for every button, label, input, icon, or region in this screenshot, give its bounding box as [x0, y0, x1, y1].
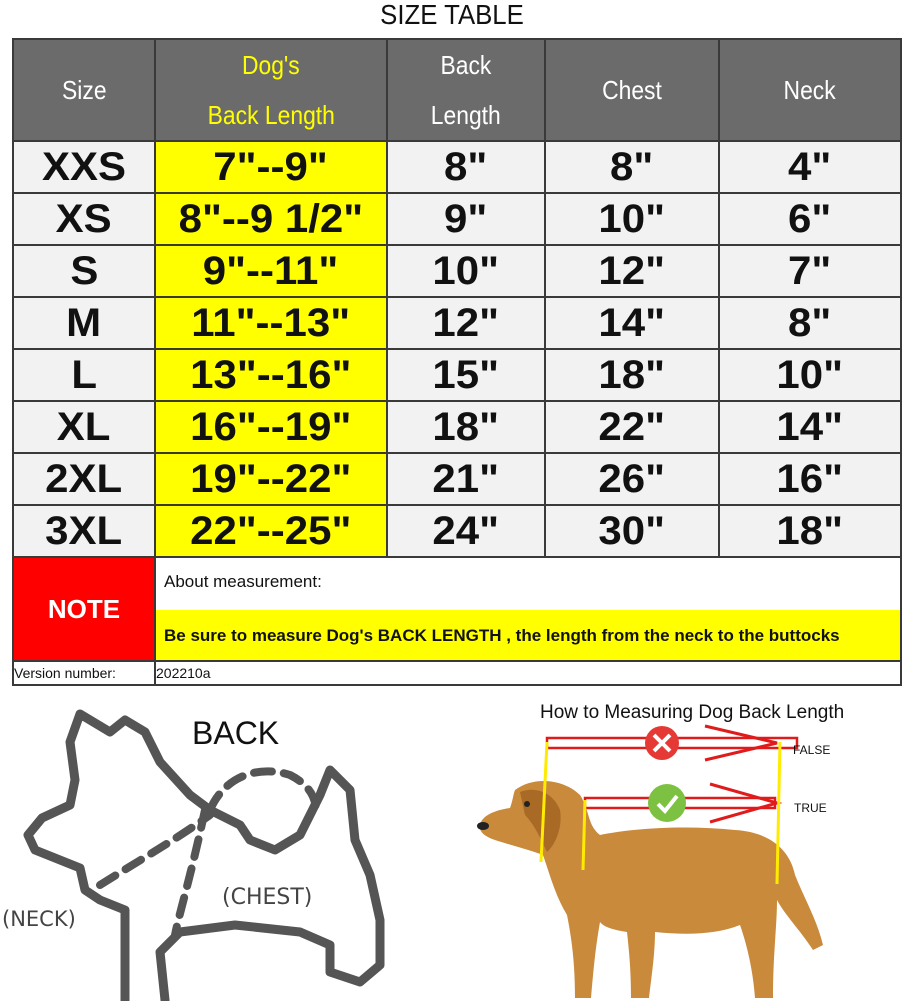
dog-back-cell: 7"--9": [155, 141, 387, 193]
table-row: [13, 193, 901, 245]
table-header-row: [13, 39, 901, 141]
dog-back-cell: 8"--9 1/2": [155, 193, 387, 245]
size-cell: XL: [13, 401, 155, 453]
chest-cell: 12": [545, 245, 719, 297]
false-arrow: [547, 726, 797, 760]
chest-cell: 8": [545, 141, 719, 193]
dog-back-cell: 13"--16": [155, 349, 387, 401]
header-back-length: Back Length: [387, 39, 545, 141]
table-row: [13, 297, 901, 349]
table-row: [13, 453, 901, 505]
neck-cell: 6": [719, 193, 901, 245]
back-cell: 8": [387, 141, 545, 193]
neck-cell: 18": [719, 505, 901, 557]
true-label: TRUE: [794, 801, 827, 815]
size-cell: M: [13, 297, 155, 349]
measure-dashes: [100, 771, 316, 935]
false-label: FALSE: [793, 743, 831, 757]
table-row: [13, 141, 901, 193]
back-cell: 9": [387, 193, 545, 245]
size-cell: L: [13, 349, 155, 401]
header-chest: Chest: [545, 39, 719, 141]
header-neck: Neck: [719, 39, 901, 141]
version-row: [13, 661, 901, 685]
table-row: [13, 349, 901, 401]
dog-outline-icon: [28, 714, 380, 1000]
header-dogs-back-length: Dog's Back Length: [155, 39, 387, 141]
back-cell: 12": [387, 297, 545, 349]
note-label: NOTE: [13, 557, 155, 661]
dog-back-cell: 22"--25": [155, 505, 387, 557]
dog-back-cell: 16"--19": [155, 401, 387, 453]
neck-cell: 8": [719, 297, 901, 349]
dog-back-cell: 19"--22": [155, 453, 387, 505]
back-cell: 24": [387, 505, 545, 557]
neck-cell: 7": [719, 245, 901, 297]
chest-cell: 30": [545, 505, 719, 557]
chest-cell: 10": [545, 193, 719, 245]
table-row: [13, 245, 901, 297]
golden-retriever-image: [477, 781, 823, 998]
dog-photo-panel: [455, 700, 904, 1001]
back-label: BACK: [192, 715, 280, 751]
size-cell: 2XL: [13, 453, 155, 505]
chest-cell: 22": [545, 401, 719, 453]
neck-label: (NECK): [2, 907, 76, 931]
neck-cell: 10": [719, 349, 901, 401]
chest-cell: 26": [545, 453, 719, 505]
back-cell: 10": [387, 245, 545, 297]
neck-cell: 4": [719, 141, 901, 193]
table-row: [13, 401, 901, 453]
header-size: Size: [13, 39, 155, 141]
chest-cell: 14": [545, 297, 719, 349]
note-about: About measurement:: [164, 572, 322, 591]
size-cell: XXS: [13, 141, 155, 193]
note-text: Be sure to measure Dog's BACK LENGTH , the length from the neck to the buttocks: [156, 610, 900, 660]
size-cell: S: [13, 245, 155, 297]
page-title: SIZE TABLE: [380, 0, 524, 30]
true-arrow: [585, 784, 777, 822]
neck-cell: 14": [719, 401, 901, 453]
note-body: [155, 557, 901, 661]
dog-measurement-diagram: [0, 700, 450, 1001]
chest-label: (CHEST): [222, 885, 313, 910]
size-cell: XS: [13, 193, 155, 245]
dog-back-cell: 9"--11": [155, 245, 387, 297]
size-cell: 3XL: [13, 505, 155, 557]
version-value: 202210a: [155, 661, 901, 685]
size-table: [12, 38, 902, 686]
version-label: Version number:: [13, 661, 155, 685]
dog-back-cell: 11"--13": [155, 297, 387, 349]
back-cell: 15": [387, 349, 545, 401]
photo-title: How to Measuring Dog Back Length: [540, 702, 845, 723]
table-row: [13, 505, 901, 557]
chest-cell: 18": [545, 349, 719, 401]
neck-cell: 16": [719, 453, 901, 505]
note-row: [13, 557, 901, 661]
back-cell: 18": [387, 401, 545, 453]
back-cell: 21": [387, 453, 545, 505]
